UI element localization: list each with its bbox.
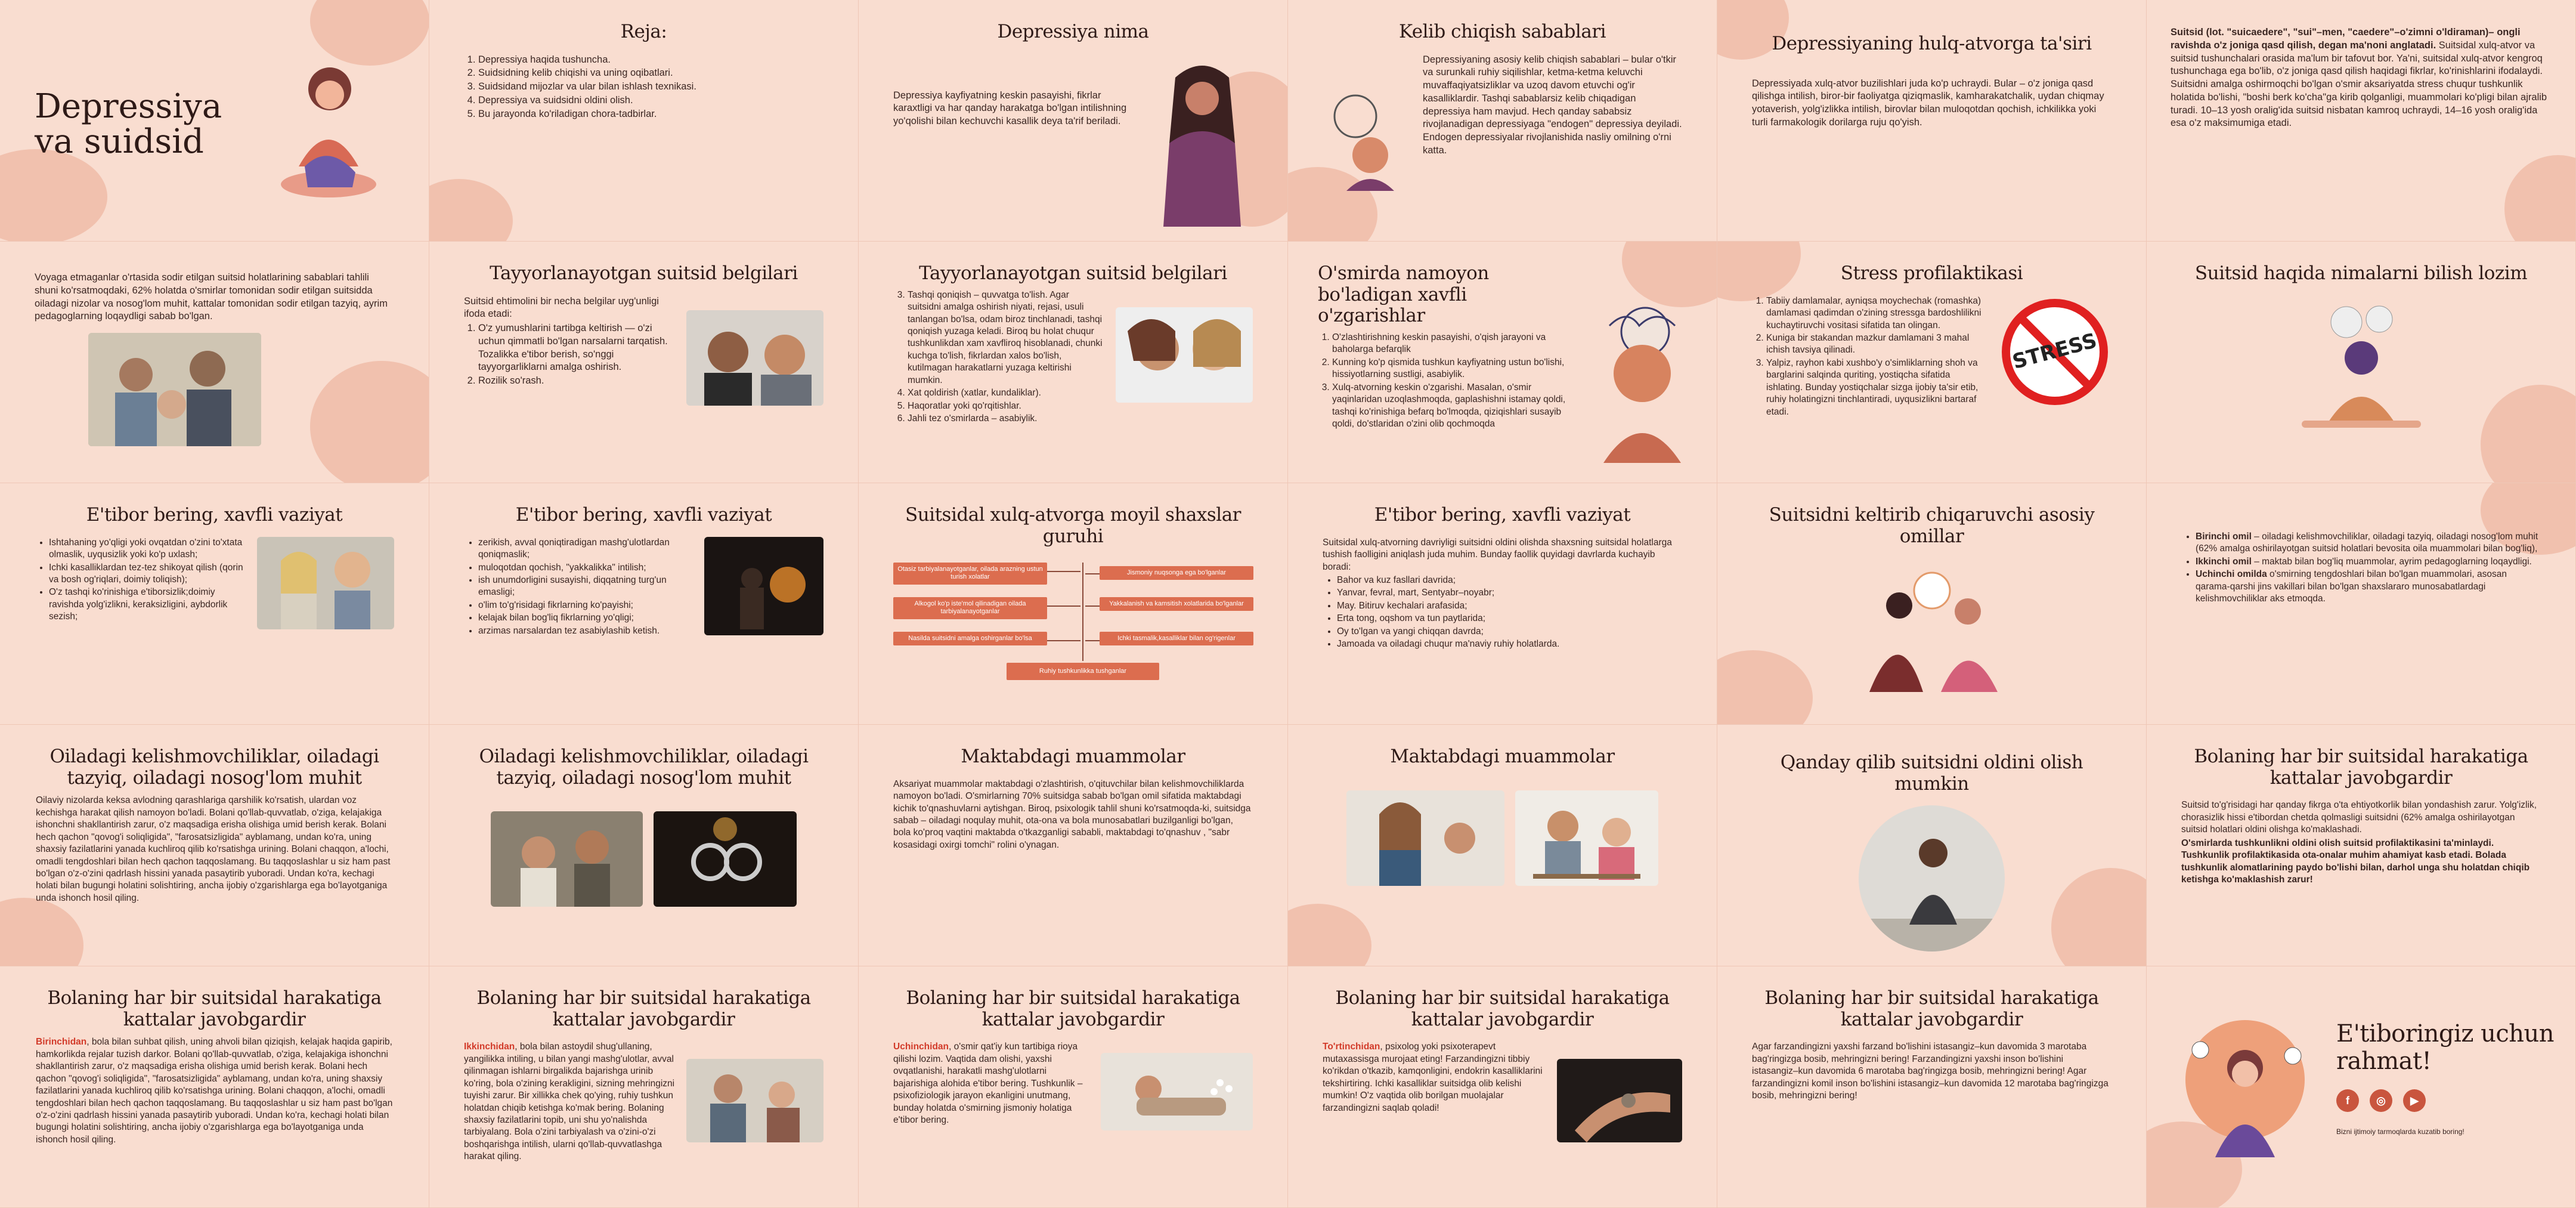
slide-14 (429, 483, 859, 725)
list-item: • Yanvar, fevral, mart, Sentyabr–noyabr; (1337, 587, 1682, 599)
slide-12 (2147, 242, 2576, 483)
slide-title: Oiladagi kelishmovchiliklar, oiladagi tazyiq, oiladagi nosog'lom muhit (49, 746, 379, 789)
slide-8 (429, 242, 859, 483)
footer-text: Bizni ijtimoiy tarmoqlarda kuzatib boring! (2336, 1127, 2464, 1136)
list-item: 1. O'zlashtirishning keskin pasayishi, o'qish jarayoni va baholarga befarqlik (1332, 332, 1569, 356)
slide-title: Depressiya nima (997, 21, 1149, 42)
slide-18 (2147, 483, 2576, 725)
slide-title: E'tibor bering, xavfli vaziyat (515, 504, 772, 526)
diagram-arrow (1085, 605, 1100, 607)
mother-daughter-photo (257, 537, 394, 629)
list-item: 4. Depressiya va suidsidni oldini olish. (478, 94, 823, 107)
list-item: • Ikkinchi omil – maktab bilan bog'liq muammolar, ayrim pedagoglarning loqaydligi. (2196, 556, 2541, 568)
slide-26 (429, 966, 859, 1208)
slide-29 (1717, 966, 2147, 1208)
sad-woman-illustration (2290, 295, 2433, 432)
slide-title: E'tibor bering, xavfli vaziyat (1374, 504, 1631, 526)
slide-6 (2147, 0, 2576, 242)
diagram-box: Ichki tasmalik,kasalliklar bilan og'rigenlar (1100, 632, 1253, 645)
slide-title: Bolaning har bir suitsidal harakatiga kattalar javobgardir (47, 987, 382, 1030)
slide-text: , bola bilan suhbat qilish, uning ahvoli bilan qiziqish, kelajak haqida gapirib, hamkorlikda rejalar tuzish darkor. Bolani qo'llab-quvvatlab, o'ziga, kelajakiga ishonchni shakllantirish zarur, o'z maqsadiga erisha olishiga umid berish kerak. Bolani hech qachon "qovog'i soliqligida", "farosatsizligida" ayblamang, undan ko'ra, uning shaxsiy fazilatlarini yanada kuchliroq qilib ko'rsatishga urining. Bolani chaqqon, a'lochi, omadli tengdoshlari bilan hech qachon taqqoslamang. Bu taqqoslashlar u siz ham past bo'lgan o'z-o'zini qadrlash hissini yanada pasaytirib yuboradi. Undan ko'ra, kechagi holati bilan bugungi holatini solishtiring, ancha ijobiy o'zgarishlarga ega bo'layotganiga unda ishonch hosil qiling. (36, 1037, 393, 1145)
diagram-arrow (1047, 605, 1080, 607)
list-item: 1. O'z yumushlarini tartibga keltirish — o'zi uchun qimmatli bo'lgan narsalarni tarqatish. Tozalikka e'tibor berish, so'nggi tayyorgarliklarni amalga oshirish. (478, 322, 676, 374)
slide-text: , psixolog yoki psixoterapevt mutaxassisga murojaat eting! Farzandingizni tibbiy ko'rikdan o'tkazib, kamqonligini, endokrin kasalliklarini tekshirtiring. Ichki kasalliklar suitsidga olib kelishi mumkin! O'z vaqtida olib borilgan muolajalar farzandingizni saqlab qoladi! (1323, 1042, 1543, 1113)
list-item: • Erta tong, oqshom va tun paytlarida; (1337, 613, 1682, 625)
slide-title: Suitsidni keltirib chiqaruvchi asosiy omillar (1769, 504, 2095, 547)
head-in-hands-illustration (1580, 302, 1699, 463)
list-item: • Ishtahaning yo'qligi yoki ovqatdan o'zini to'xtata olmaslik, uyqusizlik yoki ko'p uxlash; (49, 537, 246, 561)
slide-title: Maktabdagi muammolar (961, 746, 1185, 767)
slide-title: Maktabdagi muammolar (1390, 746, 1615, 767)
diagram-box: Otasiz tarbiyalanayotganlar, oilada arazning ustun turish xolatlar (893, 563, 1047, 584)
diagram-arrow (1047, 571, 1080, 572)
list-item: 3. Yalpiz, rayhon kabi xushbo'y o'simliklarning shoh va barglarini salqinda quriting, yostiqcha sifatida ishlating. Bunday yostiqchalar sizga ijobiy ta'sir etib, ruhiy holatingizni tinchlantiradi, uyqusizlikni bartaraf etadi. (1766, 357, 1987, 418)
slide-2 (429, 0, 859, 242)
slide-21 (859, 725, 1288, 966)
slide-title: Tayyorlanayotgan suitsid belgilari (919, 262, 1227, 284)
plan-list (464, 54, 823, 122)
lead-word: Birinchidan (36, 1037, 87, 1048)
list-item: • ish unumdorligini susayishi, diqqatning turg'un emasligi; (478, 574, 693, 599)
slide-25 (0, 966, 429, 1208)
list-item: • kelajak bilan bog'liq fikrlarning yo'qligi; (478, 612, 693, 624)
list-item: 1. Tabiiy damlamalar, ayniqsa moychechak (romashka) damlamasi qadimdan o'zining stressga bardoshlilikni kuchaytiruvchi vositasi sifatida tan olingan. (1766, 295, 1987, 332)
diagram-box: Jismoniy nuqsonga ega bo'lganlar (1100, 566, 1253, 580)
diagram-axis (1082, 563, 1083, 661)
slide-13 (0, 483, 429, 725)
slide-10 (1288, 242, 1717, 483)
slide-title: Bolaning har bir suitsidal harakatiga kattalar javobgardir (1764, 987, 2099, 1030)
slide-11 (1717, 242, 2147, 483)
slide-5 (1717, 0, 2147, 242)
slide-title: Bolaning har bir suitsidal harakatiga kattalar javobgardir (476, 987, 811, 1030)
stress-sign-image (1998, 295, 2111, 409)
diagram-box: Nasilda suitsidni amalga oshirganlar bo'lsa (893, 632, 1047, 645)
slide-title: Stress profilaktikasi (1840, 262, 2023, 284)
slide-7 (0, 242, 429, 483)
slide-title: Qanday qilib suitsidni oldini olish mumkin (1780, 752, 2083, 795)
instagram-icon[interactable]: ◎ (2370, 1089, 2392, 1112)
list-item: • May. Bitiruv kechalari arafasida; (1337, 600, 1682, 612)
slide-text: Depressiyaning asosiy kelib chiqish sabablari – bular o'tkir va surunkali ruhiy siqilishlar, ketma-ketma keluvchi muvaffaqiyatsizliklar va uzoq davom etuvchi og'ir kasalliklardir. Tashqi sabablarsiz kelib chiqadigan depressiya ham mavjud. Hech qanday sababsiz rivojlanadigan depressiyaga "endogen" depressiya deyiladi. Endogen depressiyalar rivojlanishida nasliy omilning o'rni katta. (1423, 54, 1682, 156)
social-icons (2336, 1089, 2558, 1112)
slide-27 (859, 966, 1288, 1208)
list-item: • Birinchi omil – oiladagi kelishmovchiliklar, oiladagi tazyiq, oiladagi nosog'lom muhit (62% amalga oshirilayotgan suitsid holatlari bevosita oila muammolari bilan bog'liq), (2196, 531, 2541, 555)
woman-illustration (1151, 54, 1253, 227)
list-item: • zerikish, avval qoniqtiradigan mashg'ulotlardan qoniqmaslik; (478, 537, 693, 561)
slide-19 (0, 725, 429, 966)
slide-text: Agar farzandingizni yaxshi farzand bo'lishini istasangiz–kun davomida 3 marotaba bag'ringizga bosib, mehringizni bering! Farzandingizni yaxshi inson bo'lishini istasangiz–kun davomida 6 marotaba bag'ringizga bosib, mehringizni bering! Agar farzandingizni komil inson bo'lishini istasangiz–kun davomida 12 marotaba bag'ringizga bosib, mehringizni bering! (1752, 1042, 2109, 1101)
slide-4 (1288, 0, 1717, 242)
slide-20 (429, 725, 859, 966)
slide-17 (1717, 483, 2147, 725)
family-conflict-photo (88, 333, 261, 446)
shouting-women-photo (1116, 307, 1253, 403)
slide-30 (2147, 966, 2576, 1208)
list-item: • O'z tashqi ko'rinishiga e'tiborsizlik;doimiy ravishda yolg'izlikni, keraksizligini, aybdorlik sezish; (49, 586, 246, 623)
list-item: • Jamoada va oiladagi chuqur ma'naviy ruhiy holatlarda. (1337, 638, 1682, 650)
slide-title: Oiladagi kelishmovchiliklar, oiladagi tazyiq, oiladagi nosog'lom muhit (479, 746, 809, 789)
diagram-box-center: Ruhiy tushkunlikka tushganlar (1007, 663, 1159, 680)
handcuffs-photo (654, 811, 797, 907)
pills-photo (1101, 1053, 1253, 1130)
list-item: 2. Kunning ko'p qismida tushkun kayfiyatning ustun bo'lishi, hissiyotlarning sustligi, asabiylik. (1332, 357, 1569, 381)
list-item: • Bahor va kuz fasllari davrida; (1337, 574, 1682, 586)
suicide-definition: Suitsid (lot. "suicaedere", "sui"–men, "caedere"–o'zimni o'ldiraman)– ongli ravishda o'z joniga qasd qilish, degan ma'noni anglatadi. (2171, 27, 2521, 51)
lead-word: Ikkinchidan (464, 1042, 515, 1052)
slide-24 (2147, 725, 2576, 966)
slide-title: O'smirda namoyon bo'ladigan xavfli o'zgarishlar (1318, 262, 1489, 327)
slide-text: Aksariyat muammolar maktabdagi o'zlashtirish, o'qituvchilar bilan kelishmovchiliklarda namoyon bo'ladi. O'smirlarning 70% suitsidga sabab bo'lgan omil sifatida maktabdagi kichik to'qnashuvlarni aytishgan. Biroq, psixologik tahlil shuni ko'rsatmoqda-ki, suitsidga sabab – oiladagi noqulay muhit, ota-ona va bola munosabatlari buzilganligi bo'lgan, bola ko'proq vaqtini maktabda o'tkazganligi sababli, maktabdagi to'qnashuv , "sabr kosasidagi oxirgi tomchi" rolini o'ynagan. (893, 778, 1251, 850)
diagram-box: Alkogol ko'p iste'mol qilinadigan oilada tarbiyalanayotganlar (893, 597, 1047, 619)
thanks-title: E'tiboringiz uchun rahmat! (2336, 1020, 2555, 1075)
slide-text: Oilaviy nizolarda keksa avlodning qarashlariga qarshilik ko'rsatish, ulardan voz kechishga harakat qilish namoyon bo'ladi. Bolani qo'llab-quvvatlab, o'ziga, kelajakiga ishonchni shakllantirish zarur, o'z maqsadiga erisha olishiga umid berish kerak. Bolani hech qachon "qovog'i soliqligida", "farosatsizligida" ayblamang, undan ko'ra, uning shaxsiy fazilatlarini yanada kuchliroq qilib ko'rsatishga urining. Bolani chaqqon, a'lochi, omadli tengdoshlari bilan hech qachon taqqoslamang. Bu taqqoslashlar u siz ham past bo'lgan o'z-o'zini qadrlash hissini yanada pasaytirib yuboradi. Undan ko'ra, kechagi holati bilan bugungi holatini solishtiring, ancha ijobiy o'zgarishlarga ega bo'layotganiga unda ishonch hosil qiling. (36, 795, 391, 903)
slide-text: , bola bilan astoydil shug'ullaning, yangilikka intiling, u bilan yangi mashg'ulotlar, avval qilinmagan ishlarni birgalikda bajarishga urinib ko'ring, bola o'zining kerakligini, sizning mehringizni tuyishi zarur. Bir xillikka chek qo'ying, ruhiy tushkun holatdan chiqib ketishga ko'mak bering. Bolaning shaxsiy fazilatlarini topib, uni shu yo'nalishda tarbiyalang. Bola o'zini tarbiyalash va o'zini-o'zi boshqarishga intilish, ularni qo'llab-quvvatlashga harakat qiling. (464, 1042, 675, 1162)
lonely-figure-photo (704, 537, 823, 635)
slide-title: Suitsid haqida nimalarni bilish lozim (2194, 262, 2528, 284)
suicide-description: Suitsidal xulq-atvor va suitsid tushunchalari orasida ma'lum bir tafovut bor. Ya'ni, suitsidal xulq-atvor kengroq tushunchaga ega bo'lib, o'z joniga qasd qilish haqidagi fikrlar, ko'rinishlarini ifodalaydi. Suitsidni amalga oshirmoqchi bo'lgan o'smir aksariyatda stress chuqur tushkunlik holatida bo'lishi, "boshi berk ko'cha"ga kirib qolganligi, muammolari ko'pligi bilan ajralib turadi. 10–13 yosh oralig'ida suitsid nisbatan kamroq uchraydi, 14–16 yosh oralig'ida esa o'z maksimumiga etadi. (2171, 39, 2547, 129)
thinking-illustration (1323, 89, 1412, 197)
lead-word: Uchinchidan (893, 1042, 949, 1052)
list-item: • muloqotdan qochish, "yakkalikka" intilish; (478, 562, 693, 574)
slide-3 (859, 0, 1288, 242)
slide-23 (1717, 725, 2147, 966)
diagram-arrow (1085, 573, 1100, 574)
slide-title: Kelib chiqish sabablari (1398, 21, 1606, 42)
argument-photo (686, 310, 823, 406)
slide-text: Suitsid to'g'risidagi har qanday fikrga o'ta ehtiyotkorlik bilan yondashish zarur. Yolg'izlik, chorasizlik hissi e'tibordan chetda qolmasligi suitsidni (62% amalga oshirilayotgan suitsid holatlari oldini olishga ko'maklashadi. (2181, 800, 2537, 835)
slide-intro: Suitsidal xulq-atvorning davriyligi suitsidni oldini olishda shaxsning suitsidal holatlarga tushish faolligini aniqlash juda muhim. Bunday faollik quyidagi davrlarda kuchayib boradi: (1323, 537, 1672, 572)
woman-illustration (263, 47, 394, 202)
slide-22 (1288, 725, 1717, 966)
slide-28 (1288, 966, 1717, 1208)
slide-title: Depressiyaning hulq-atvorga ta'siri (1772, 33, 2092, 54)
diagram-box: Yakkalanish va kamsitish xolatlarida bo'lganlar (1100, 597, 1253, 611)
facebook-icon[interactable]: f (2336, 1089, 2359, 1112)
parent-child-photo (686, 1059, 823, 1142)
diagram-arrow (1085, 640, 1100, 641)
diagram-arrow (1047, 640, 1080, 641)
slide-intro: Suitsid ehtimolini bir necha belgilar uyg'unligi ifoda etadi: (464, 295, 659, 320)
list-item: • Ichki kasalliklardan tez-tez shikoyat qilish (qorin va bosh og'riqlari, doimiy toliqish); (49, 562, 246, 586)
list-item: 2. Suidsidning kelib chiqishi va uning oqibatlari. (478, 67, 823, 80)
slide-1 (0, 0, 429, 242)
lead-word: To'rtinchidan (1323, 1042, 1380, 1052)
list-item: • Oy to'lgan va yangi chiqqan davrda; (1337, 626, 1682, 638)
list-item: 4. Xat qoldirish (xatlar, kundaliklar). (908, 387, 1105, 399)
wrist-photo (1557, 1059, 1682, 1142)
sitting-man-photo (1859, 805, 2005, 951)
list-item: 2. Kuniga bir stakandan mazkur damlamani 3 mahal ichish tavsiya qilinadi. (1766, 332, 1987, 357)
list-item: 3. Suidsidand mijozlar va ular bilan ishlash texnikasi. (478, 81, 823, 94)
list-item: 5. Haqoratlar yoki qo'rqitishlar. (908, 400, 1105, 412)
list-item: 5. Bu jarayonda ko'riladigan chora-tadbirlar. (478, 108, 823, 121)
slide-text: , o'smir qat'iy kun tartibiga rioya qilishi lozim. Vaqtida dam olishi, yaxshi ovqatlanishi, harakatli mashg'ulotlarni bajarishiga alohida e'tibor bering. Tushkunlik – psixofiziologik jarayon ekanligini unutmang, bunday holatda o'smirning jismoniy holatiga e'tibor bering. (893, 1042, 1083, 1125)
list-item: 3. Xulq-atvorning keskin o'zgarishi. Masalan, o'smir yaqinlaridan uzoqlashmoqda, gaplashishni istamay qoldi, tashqi ko'rinishiga befarq bo'lmoqda, qiziqishlari susayib qoldi, do'stlaridan o'zini olib qochmoqda (1332, 382, 1569, 431)
slide-9 (859, 242, 1288, 483)
list-item: 1. Depressiya haqida tushuncha. (478, 54, 823, 67)
list-item: • arzimas narsalardan tez asabiylashib ketish. (478, 625, 693, 637)
slide-15 (859, 483, 1288, 725)
slide-text: Voyaga etmaganlar o'rtasida sodir etilgan suitsid holatlarining sabablari tahlili shuni ko'rsatmoqdaki, 62% holatda o'smirlar tomonidan sodir etilgan suitsidda oiladagi nizolar va nosog'lom muhit, kattalar tomonidan sodir etilgan tazyiq, ayrim pedagoglarning loqaydligi sabab bo'lgan. (35, 272, 388, 322)
crying-girl-illustration (2165, 1008, 2326, 1169)
slide-text: Depressiya kayfiyatning keskin pasayishi, fikrlar karaxtligi va har qanday harakatga bo'lgan intilishning yo'qolishi bilan kechuvchi kasallik deya ta'rif beriladi. (893, 89, 1127, 127)
slide-title: Bolaning har bir suitsidal harakatiga kattalar javobgardir (2194, 746, 2528, 789)
youtube-icon[interactable]: ▶ (2403, 1089, 2426, 1112)
list-item: • Uchinchi omilda o'smirning tengdoshlari bilan bo'lgan muammolari, asosan qarama-qarshi jins vakillari bilan bo'lgan shaxslararo munosabatlardagi kelishmovchiliklar aks etmoqda. (2196, 569, 2541, 605)
slide-title: Suitsidal xulq-atvorga moyil shaxslar guruhi (905, 504, 1241, 547)
slide-text: Depressiyada xulq-atvor buzilishlari juda ko'p uchraydi. Bular – o'z joniga qasd qilishga intilish, biror-bir faoliyatga qiziqmaslik, kamharakatchalik, uydan chiqmay yotaverish, yolg'izlikka intilish, birovlar bilan muloqotdan qochish, ichkilikka yoki turli farmakologik dorilarga ruju qo'yish. (1752, 78, 2104, 128)
slide-title: Reja: (620, 21, 667, 42)
family-photo (491, 811, 643, 907)
list-item: 6. Jahli tez o'smirlarda – asabiylik. (908, 413, 1105, 425)
risk-group-diagram (893, 563, 1253, 682)
studying-child-photo (1515, 790, 1658, 886)
slide-text-bold: O'smirlarda tushkunlikni oldini olish suitsid profilaktikasini ta'minlaydi. Tushkunlik profilaktikasida ota-onalar muhim ahamiyat kasb etadi. Bolada tushkunlik alomatlarining paydo bo'lishi bilan, darhol unga shu holatdan chiqib ketishga ko'maklashish zarur! (2181, 838, 2530, 885)
slide-title: Tayyorlanayotgan suitsid belgilari (490, 262, 798, 284)
slide-title: Bolaning har bir suitsidal harakatiga kattalar javobgardir (906, 987, 1240, 1030)
list-item: 2. Rozilik so'rash. (478, 375, 676, 388)
two-women-illustration (1834, 558, 2030, 695)
slide-16 (1288, 483, 1717, 725)
slide-title: Bolaning har bir suitsidal harakatiga kattalar javobgardir (1335, 987, 1670, 1030)
slide-title: E'tibor bering, xavfli vaziyat (86, 504, 343, 526)
stress-label: STRESS (2010, 328, 2100, 374)
list-item: 3. Tashqi qoniqish – quvvatga to'lish. Agar suitsidni amalga oshirish niyati, rejasi, usuli tanlangan bo'lsa, odam biroz tinchlanadi, tashqi qoniqish yuzaga keladi. Biroq bu holat chuqur tushkunlikdan xam xavfliroq hisoblanadi, chunki kuchga to'lish, fikrlardan xalos bo'lish, kutilmagan harakatlarni yuzaga keltirishi mumkin. (908, 289, 1105, 387)
stressed-girl-photo (1346, 790, 1504, 886)
list-item: • o'lim to'g'risidagi fikrlarning ko'payishi; (478, 600, 693, 611)
main-title: Depressiya va suidsid (35, 87, 222, 161)
